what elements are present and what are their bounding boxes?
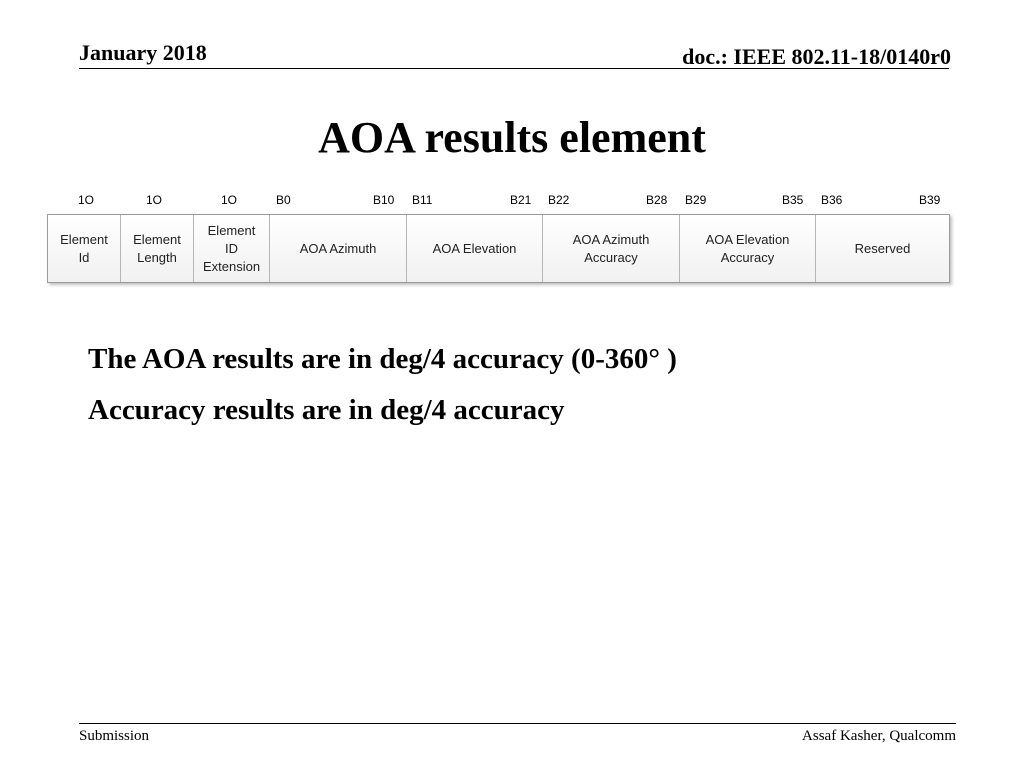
bit-labels-row [47,193,950,209]
field-element-length [121,215,194,282]
bit-label: B36 [821,193,843,207]
slide-title: AOA results element [318,113,706,162]
field-aoa-azimuth [270,215,407,282]
field-label: AOA Azimuth [299,240,377,256]
bit-label: B29 [685,193,707,207]
field-label: AOA Azimuth Accuracy [572,231,650,265]
footer-divider [79,723,956,724]
bit-label: 1O [221,193,238,207]
bit-label: B35 [782,193,804,207]
body-line-accuracy-results: Accuracy results are in deg/4 accuracy [88,394,565,426]
bit-label: 1O [146,193,163,207]
bit-label: B22 [548,193,570,207]
header-doc-id: doc.: IEEE 802.11-18/0140r0 [682,44,951,69]
field-aoa-azimuth-accuracy [543,215,680,282]
bit-label: B39 [919,193,941,207]
bit-label: B10 [373,193,395,207]
bit-label: B28 [646,193,668,207]
field-aoa-elevation-accuracy [680,215,816,282]
footer-author: Assaf Kasher, Qualcomm [802,728,956,744]
field-label: Element Length [133,231,181,265]
footer-submission: Submission [79,728,150,744]
field-reserved [816,215,949,282]
bit-label: B11 [412,193,433,207]
bit-label: 1O [78,193,95,207]
field-element-id-extension [194,215,270,282]
field-label: Element ID Extension [202,222,261,274]
bit-label: B0 [276,193,291,207]
bit-label: B21 [510,193,532,207]
field-label: AOA Elevation [432,240,517,256]
field-aoa-elevation [407,215,543,282]
field-label: AOA Elevation Accuracy [705,231,790,265]
header-date: January 2018 [79,40,207,65]
field-label: Element Id [60,231,108,265]
header-divider [79,68,949,69]
element-format-table [47,214,950,283]
body-line-aoa-results: The AOA results are in deg/4 accuracy (0-360° ) [88,343,677,375]
field-label: Reserved [854,240,911,256]
field-element-id [48,215,121,282]
